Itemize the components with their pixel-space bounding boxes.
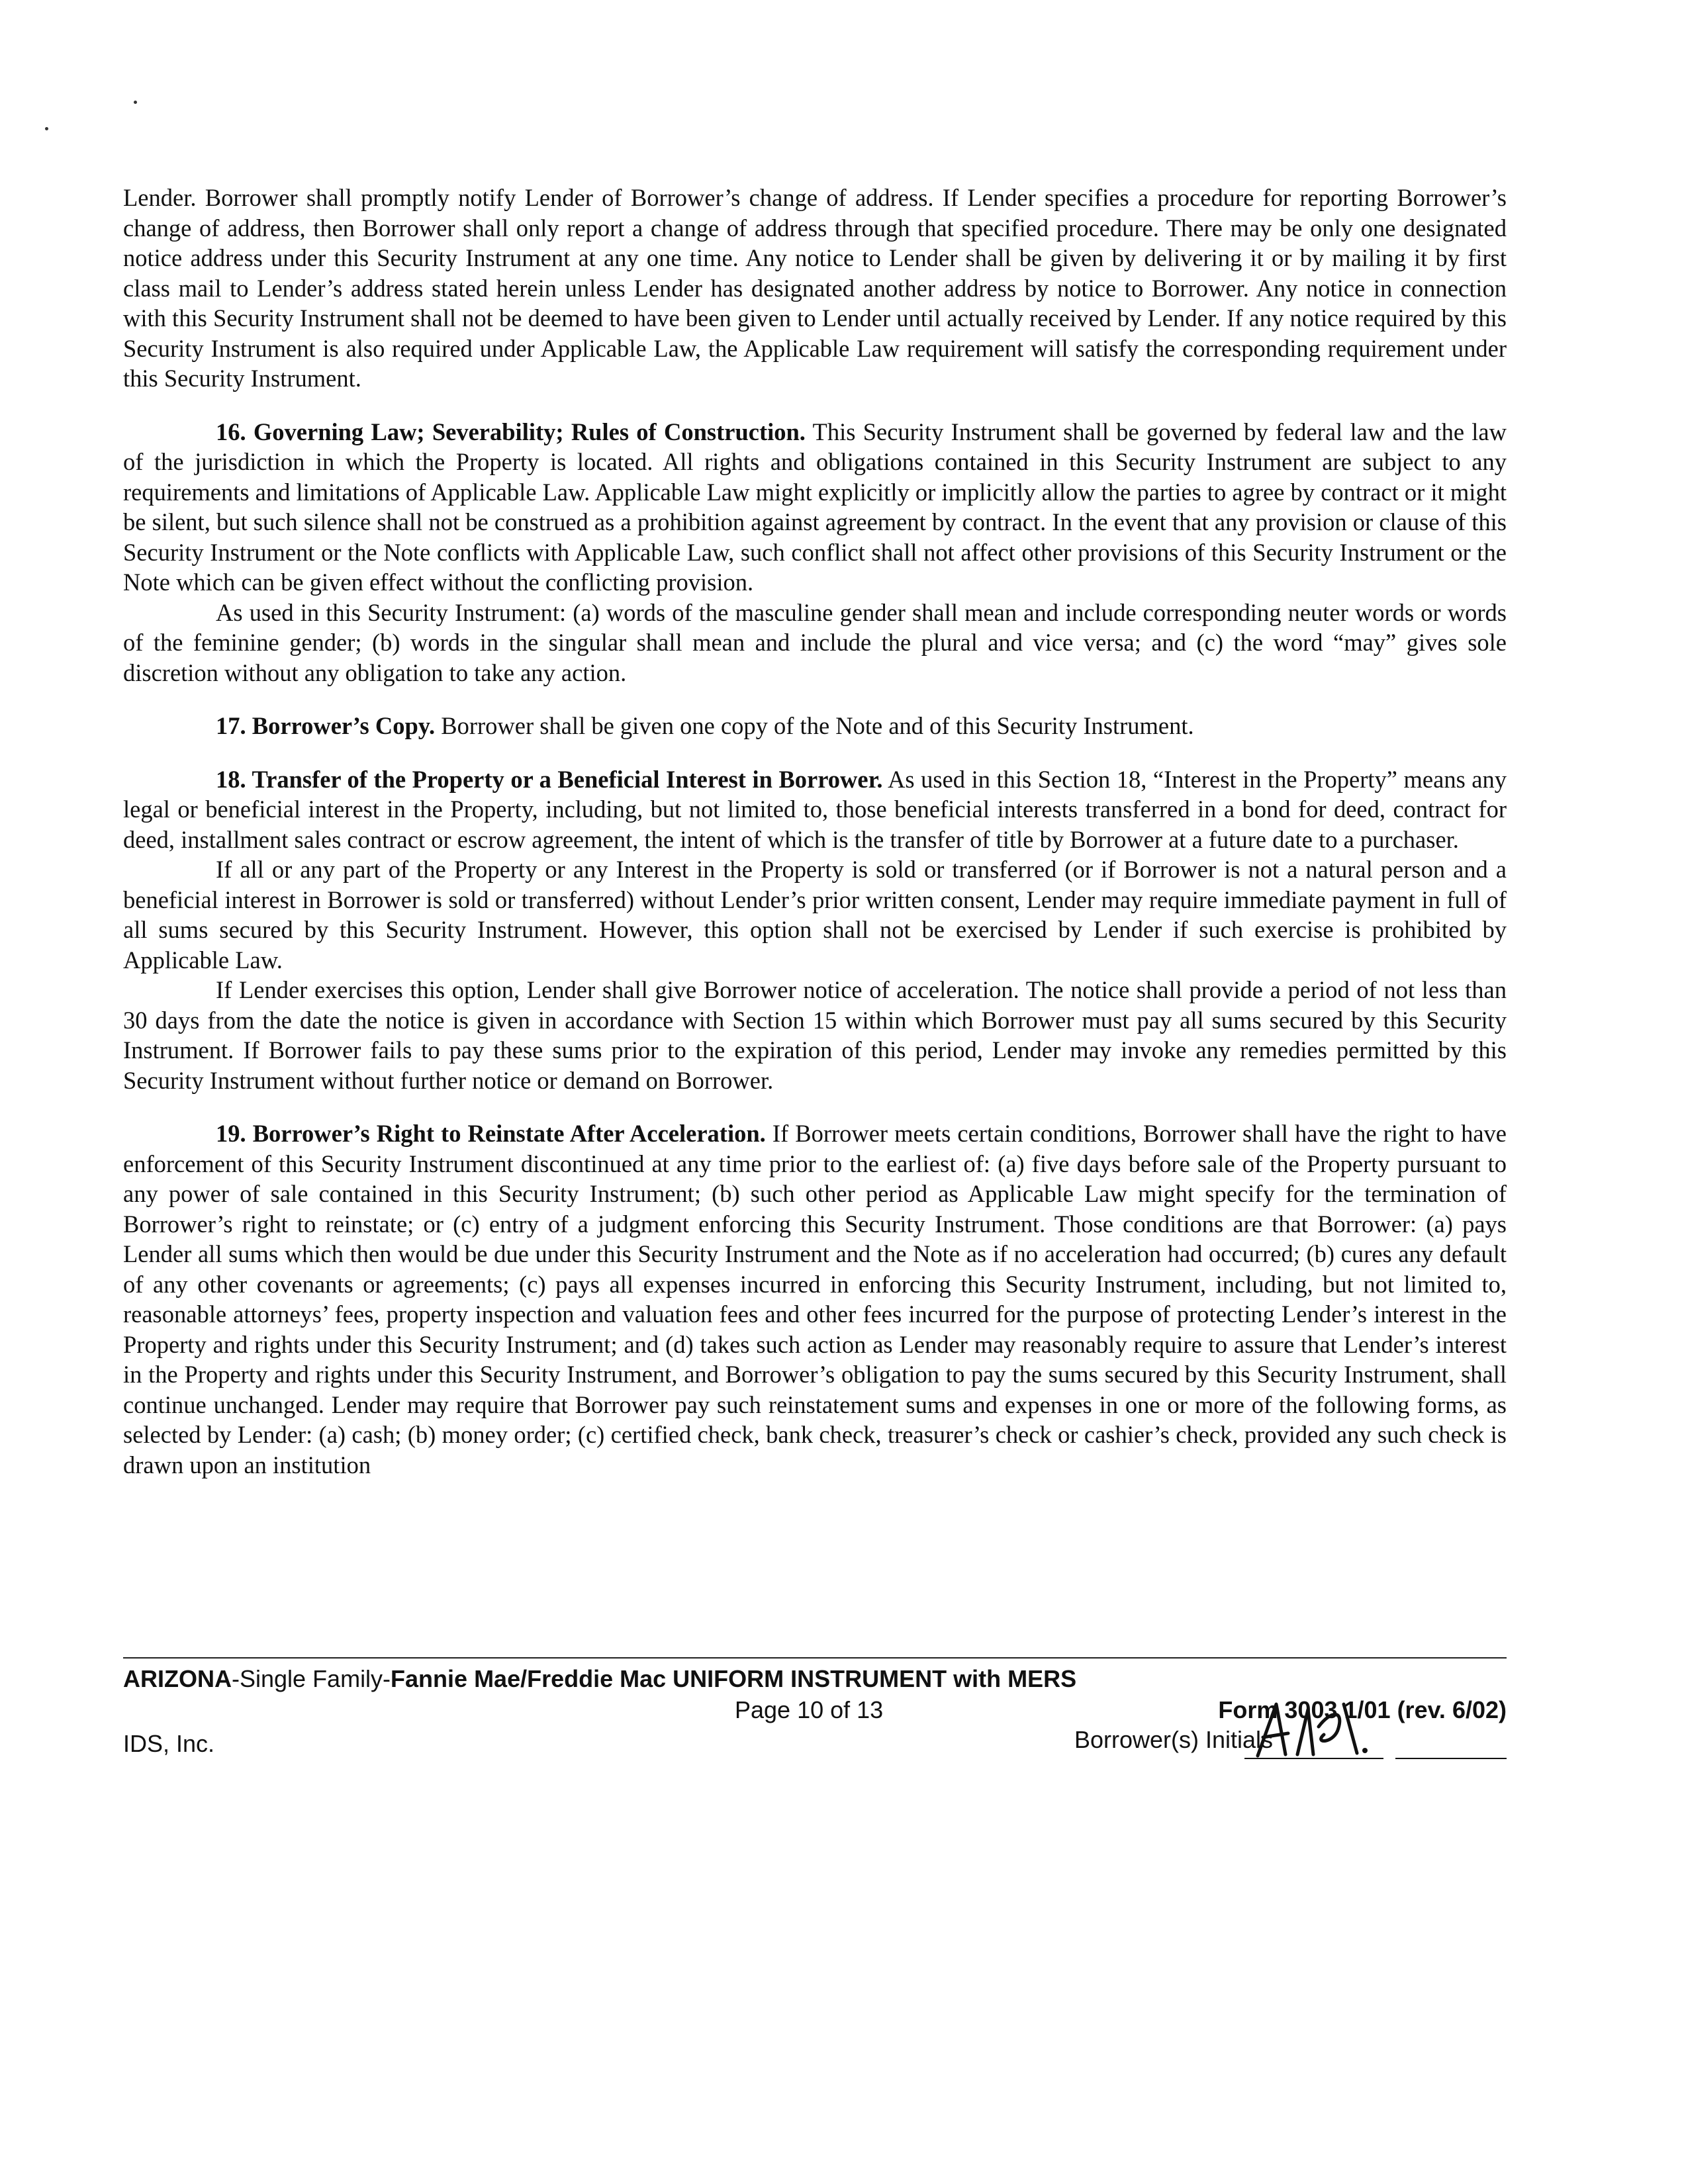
section-16: 16. Governing Law; Severability; Rules of Construction. This Security Instrument shall be governed by federal law and the law of the jurisdiction in which the Property is located. All rights and obligations contained in this Security Instrument are subject to any requirements and limitations of Applicable Law. Applicable Law might explicitly or implicitly allow the parties to agree by contract or it might be silent, but such silence shall not be construed as a prohibition against agreement by contract. In the event that any provision or clause of this Security Instrument or the Note conflicts with Applicable Law, such conflict shall not affect other provisions of this Security Instrument or the Note which can be given effect without the conflicting provision.	[123, 418, 1507, 596]
form-number: Form 3003 1/01 (rev. 6/02)	[1218, 1696, 1507, 1723]
section-18-paragraph-3: If Lender exercises this option, Lender shall give Borrower notice of acceleration. The notice shall provide a period of not less than 30 days from the date the notice is given in accordance with Section 15 within which Borrower must pay all sums secured by this Security Instrument. If Borrower fails to pay these sums prior to the expiration of this period, Lender may invoke any remedies permitted by this Security Instrument without further notice or demand on Borrower.	[123, 976, 1507, 1094]
document-body	[123, 183, 1507, 1480]
paragraph-15-continued: Lender. Borrower shall promptly notify Lender of Borrower’s change of address. If Lender specifies a procedure for reporting Borrower’s change of address, then Borrower shall only report a change of address through that specified procedure. There may be only one designated notice address under this Security Instrument at any one time. Any notice to Lender shall be given by delivering it or by mailing it by first class mail to Lender’s address stated herein unless Lender has designated another address by notice to Borrower. Any notice in connection with this Security Instrument shall not be deemed to have been given to Lender until actually received by Lender. If any notice required by this Security Instrument is also required under Applicable Law, the Applicable Law requirement will satisfy the corresponding requirement under this Security Instrument.	[123, 184, 1507, 392]
section-19-heading: 19. Borrower’s Right to Reinstate After Acceleration.	[216, 1120, 766, 1147]
initials-label: Borrower(s) Initials	[1074, 1726, 1273, 1753]
initials-line	[1244, 1758, 1383, 1759]
publisher-name: IDS, Inc.	[123, 1730, 215, 1757]
section-18: 18. Transfer of the Property or a Beneficial Interest in Borrower. As used in this Section 18, “Interest in the Property” means any legal or beneficial interest in the Property, including, but not limited to, those beneficial interests transferred in a bond for deed, contract for deed, installment sales contract or escrow agreement, the intent of which is the transfer of title by Borrower at a future date to a purchaser.	[123, 765, 1507, 853]
scan-speck	[134, 101, 137, 104]
section-16-paragraph-2: As used in this Security Instrument: (a) words of the masculine gender shall mean and include corresponding neuter words or words of the feminine gender; (b) words in the singular shall mean and include the plural and vice versa; and (c) the word “may” gives sole discretion without any obligation to take any action.	[123, 598, 1507, 686]
section-16-heading: 16. Governing Law; Severability; Rules of Construction.	[216, 418, 806, 445]
footer-divider	[123, 1657, 1507, 1659]
borrower-initials-signature	[1244, 1691, 1377, 1764]
footer-form-title: ARIZONA-Single Family-Fannie Mae/Freddie Mac UNIFORM INSTRUMENT with MERS	[123, 1665, 1077, 1692]
page-number: Page 10 of 13	[735, 1696, 884, 1723]
section-19: 19. Borrower’s Right to Reinstate After Acceleration. If Borrower meets certain conditions, Borrower shall have the right to have enforcement of this Security Instrument discontinued at any time prior to the earliest of: (a) five days before sale of the Property pursuant to any power of sale contained in this Security Instrument; (b) such other period as Applicable Law might specify for the termination of Borrower’s right to reinstate; or (c) entry of a judgment enforcing this Security Instrument. Those conditions are that Borrower: (a) pays Lender all sums which then would be due under this Security Instrument and the Note as if no acceleration had occurred; (b) cures any default of any other covenants or agreements; (c) pays all expenses incurred in enforcing this Security Instrument, including, but not limited to, reasonable attorneys’ fees, property inspection and valuation fees and other fees incurred for the purpose of protecting Lender’s interest in the Property and rights under this Security Instrument; and (d) takes such action as Lender may reasonably require to assure that Lender’s interest in the Property and rights under this Security Instrument, and Borrower’s obligation to pay the sums secured by this Security Instrument, shall continue unchanged. Lender may require that Borrower pay such reinstatement sums and expenses in one or more of the following forms, as selected by Lender: (a) cash; (b) money order; (c) certified check, bank check, treasurer’s check or cashier’s check, provided any such check is drawn upon an institution	[123, 1120, 1507, 1479]
second-initials-line	[1395, 1758, 1507, 1759]
section-18-heading: 18. Transfer of the Property or a Beneficial Interest in Borrower.	[216, 765, 883, 793]
section-18-paragraph-2: If all or any part of the Property or any Interest in the Property is sold or transferred (or if Borrower is not a natural person and a beneficial interest in Borrower is sold or transferred) without Lender’s prior written consent, Lender may require immediate payment in full of all sums secured by this Security Instrument. However, this option shall not be exercised by Lender if such exercise is prohibited by Applicable Law.	[123, 856, 1507, 974]
section-17-heading: 17. Borrower’s Copy.	[216, 712, 436, 739]
section-17: 17. Borrower’s Copy. Borrower shall be given one copy of the Note and of this Security Instrument.	[216, 712, 1194, 739]
scan-speck	[45, 127, 48, 130]
